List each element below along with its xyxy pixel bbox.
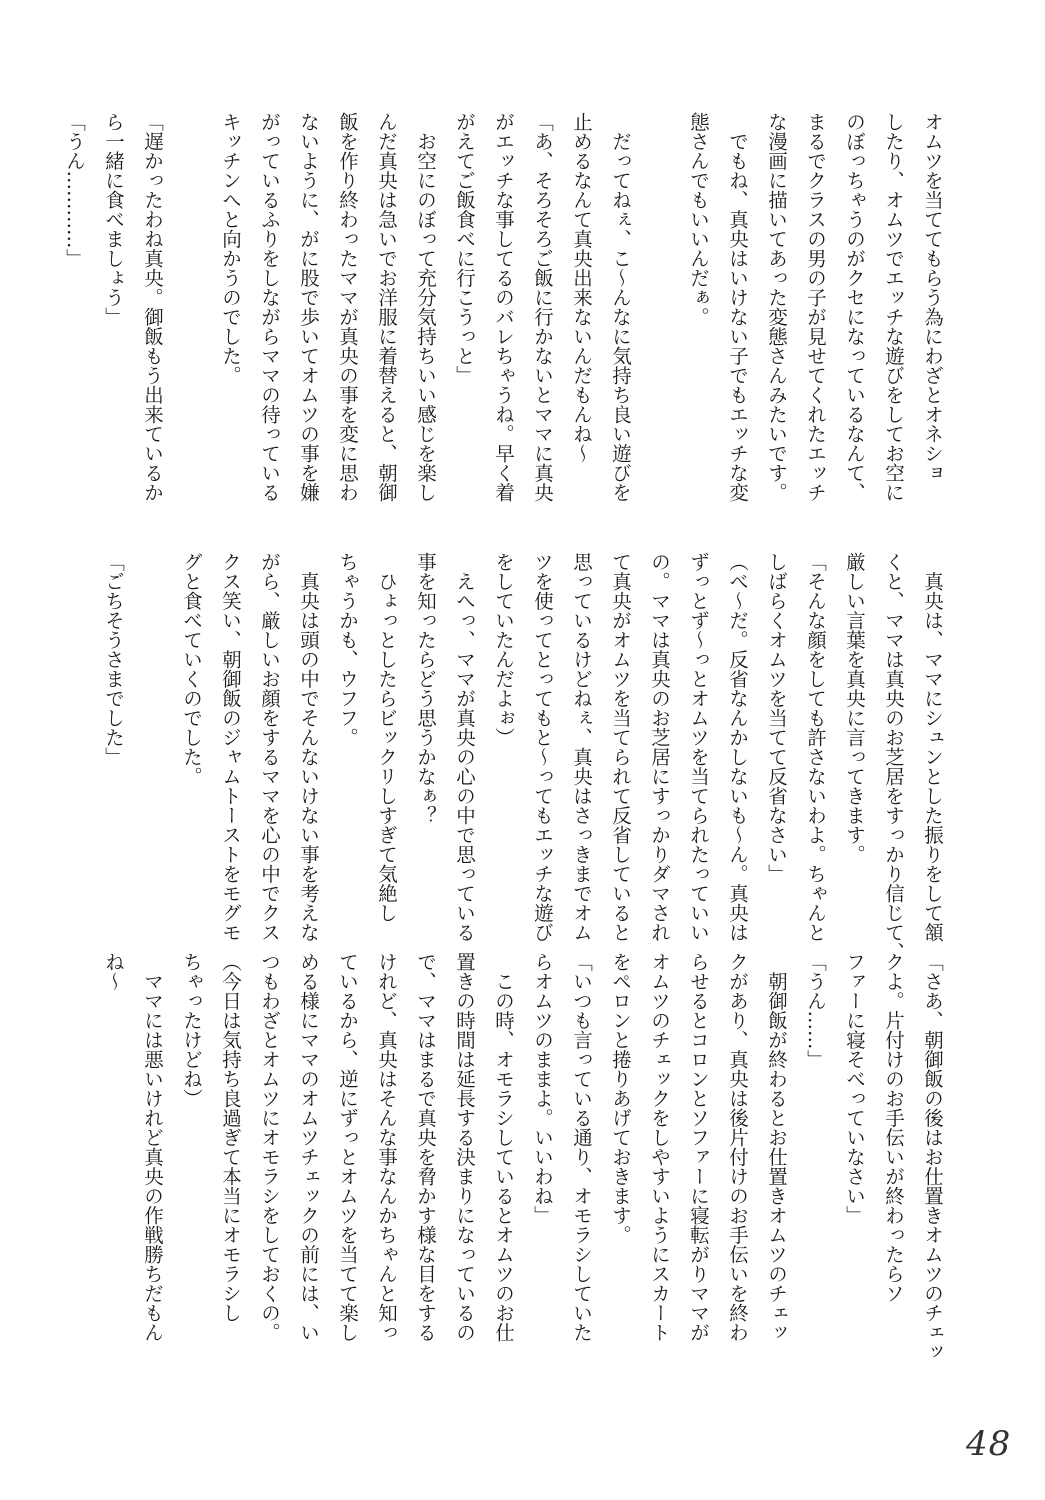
text-column: 朝御飯が終わるとお仕置きオムツのチェッ xyxy=(765,952,788,1342)
text-column: まるでクラスの男の子が見せてくれたエッチ xyxy=(804,112,827,502)
text-column: 「うん……」 xyxy=(804,952,827,1069)
text-column: ファーに寝そべっていなさい」 xyxy=(843,952,866,1225)
text-column: らオムツのままよ。いいわね」 xyxy=(531,952,554,1225)
text-column: だってねぇ、こ～んなに気持ち良い遊びを xyxy=(609,112,632,502)
text-column: オムツを当ててもらう為にわざとオネショ xyxy=(921,112,944,483)
text-column: この時、オモラシしているとオムツのお仕 xyxy=(492,952,515,1342)
text-column: グと食べていくのでした。 xyxy=(180,552,203,786)
text-column: （今日は気持ち良過ぎて本当にオモラシし xyxy=(219,952,242,1323)
text-column: ちゃったけどね） xyxy=(180,952,203,1108)
text-column: んだ真央は急いでお洋服に着替えると、朝御 xyxy=(375,112,398,502)
text-column: オムツのチェックをしやすいようにスカート xyxy=(648,952,671,1342)
text-column: ちゃうかも、ウフフ。 xyxy=(336,552,359,747)
text-column: したり、オムツでエッチな遊びをしてお空に xyxy=(882,112,905,502)
text-column: けれど、真央はそんな事なんかちゃんと知っ xyxy=(375,952,398,1342)
text-column xyxy=(172,112,211,542)
text-block-bottom xyxy=(102,952,952,1362)
text-column: ないように、がに股で歩いてオムツの事を嫌 xyxy=(297,112,320,502)
text-column: ママには悪いけれど真央の作戦勝ちだもん xyxy=(141,952,164,1342)
text-column: の。ママは真央のお芝居にすっかりダマされ xyxy=(648,552,671,942)
text-column: がエッチな事してるのバレちゃうね。早く着 xyxy=(492,112,515,502)
text-column: 「さあ、朝御飯の後はお仕置きオムツのチェッ xyxy=(921,952,944,1362)
text-column: 事を知ったらどう思うかなぁ？ xyxy=(414,552,437,825)
text-column: 厳しい言葉を真央に言ってきます。 xyxy=(843,552,866,864)
text-column: がえてご飯食べに行こうっと」 xyxy=(453,112,476,385)
text-column: 真央は頭の中でそんないけない事を考えな xyxy=(297,552,320,942)
text-column: お空にのぼって充分気持ちいい感じを楽し xyxy=(414,112,437,502)
text-column xyxy=(133,552,172,942)
text-column: ひょっとしたらビックリしすぎて気絶し xyxy=(375,552,398,923)
text-column: のぼっちゃうのがクセになっているなんて、 xyxy=(843,112,866,502)
text-column: くと、ママは真央のお芝居をすっかり信じて、 xyxy=(882,552,905,962)
text-column: クよ。片付けのお手伝いが終わったらソ xyxy=(882,952,905,1303)
text-column: 思っているけどねぇ、真央はさっきまでオム xyxy=(570,552,593,942)
text-column: 置きの時間は延長する決まりになっているの xyxy=(453,952,476,1342)
text-column: ツを使ってとってもと～ってもエッチな遊び xyxy=(531,552,554,942)
text-column: ずっとず～っとオムツを当てられたっていい xyxy=(687,552,710,942)
text-column: をしていたんだよぉ） xyxy=(492,552,515,747)
text-column: ね～ xyxy=(102,952,125,991)
text-column: 「うん…………」 xyxy=(63,112,86,268)
text-column: をペロンと捲りあげておきます。 xyxy=(609,952,632,1245)
text-column: キッチンへと向かうのでした。 xyxy=(219,112,242,385)
text-column: 真央は、ママにシュンとした振りをして頷 xyxy=(921,552,944,942)
text-column: がら、厳しいお顔をするママを心の中でクス xyxy=(258,552,281,942)
text-column: クス笑い、朝御飯のジャムトーストをモグモ xyxy=(219,552,242,942)
text-column: 「あ、そろそろご飯に行かないとママに真央 xyxy=(531,112,554,502)
text-column: がっているふりをしながらママの待っている xyxy=(258,112,281,502)
text-column: で、ママはまるで真央を脅かす様な目をする xyxy=(414,952,437,1342)
text-block-middle xyxy=(102,552,952,962)
text-column: らせるとコロンとソファーに寝転がりママが xyxy=(687,952,710,1342)
text-column: 「いつも言っている通り、オモラシしていた xyxy=(570,952,593,1342)
text-column: えへっ、ママが真央の心の中で思っている xyxy=(453,552,476,942)
text-column: 「遅かったわね真央。御飯もう出来ているか xyxy=(141,112,164,502)
text-column: 止めるなんて真央出来ないんだもんね～ xyxy=(570,112,593,463)
text-column xyxy=(640,112,679,542)
text-column: 飯を作り終わったママが真央の事を変に思わ xyxy=(336,112,359,502)
text-column: ているから、逆にずっとオムツを当てて楽し xyxy=(336,952,359,1342)
text-column: て真央がオムツを当てられて反省していると xyxy=(609,552,632,942)
text-column: しばらくオムツを当てて反省なさい」 xyxy=(765,552,788,884)
page-number: 48 xyxy=(966,1424,1012,1464)
text-column: な漫画に描いてあった変態さんみたいです。 xyxy=(765,112,788,502)
text-block-top xyxy=(63,112,952,542)
text-column: （べ～だ。反省なんかしないも～ん。真央は xyxy=(726,552,749,942)
text-column: 態さんでもいいんだぁ。 xyxy=(687,112,710,327)
text-column: 「そんな顔をしても許さないわよ。ちゃんと xyxy=(804,552,827,942)
text-column: でもね、真央はいけない子でもエッチな変 xyxy=(726,112,749,502)
text-column: クがあり、真央は後片付けのお手伝いを終わ xyxy=(726,952,749,1342)
text-column: 「ごちそうさまでした」 xyxy=(102,552,125,767)
text-column: つもわざとオムツにオモラシをしておくの。 xyxy=(258,952,281,1342)
text-column: める様にママのオムツチェックの前には、い xyxy=(297,952,320,1342)
text-column: ら一緒に食べましょう」 xyxy=(102,112,125,327)
